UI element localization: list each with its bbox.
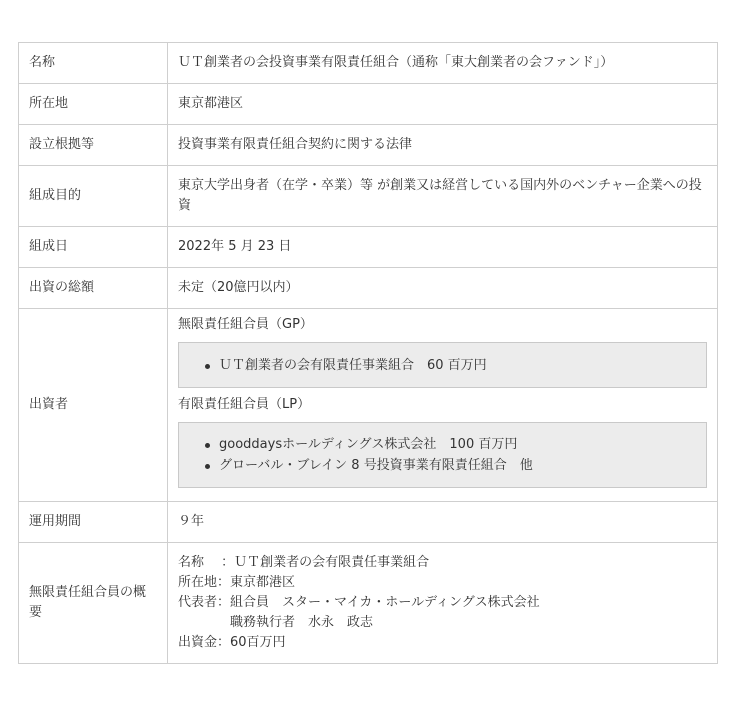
table-row bbox=[19, 268, 718, 309]
fund-info-table bbox=[18, 42, 718, 664]
row-label-gp-overview: 無限責任組合員の概要 bbox=[19, 543, 168, 664]
table-row bbox=[19, 84, 718, 125]
row-label-period: 運用期間 bbox=[19, 502, 168, 543]
row-value-period: ９年 bbox=[168, 502, 718, 543]
lp-heading: 有限責任組合員（LP） bbox=[178, 397, 311, 412]
gp-list-box bbox=[178, 342, 707, 388]
row-value-name: ＵＴ創業者の会投資事業有限責任組合（通称「東大創業者の会ファンド」） bbox=[168, 43, 718, 84]
row-label-location: 所在地 bbox=[19, 84, 168, 125]
row-label-basis: 設立根拠等 bbox=[19, 125, 168, 166]
table-row bbox=[19, 543, 718, 664]
row-label-investors: 出資者 bbox=[19, 309, 168, 502]
row-label-purpose: 組成目的 bbox=[19, 166, 168, 227]
gp-overview-capital: 出資金：60百万円 bbox=[178, 634, 286, 650]
row-value-gp-overview bbox=[168, 543, 718, 664]
gp-heading: 無限責任組合員（GP） bbox=[178, 317, 313, 332]
table-row bbox=[19, 502, 718, 543]
table-row bbox=[19, 309, 718, 502]
row-value-investors bbox=[168, 309, 718, 502]
fund-overview bbox=[18, 42, 718, 664]
row-label-date: 組成日 bbox=[19, 227, 168, 268]
row-value-total: 未定（20億円以内） bbox=[168, 268, 718, 309]
gp-overview-location: 所在地：東京都港区 bbox=[178, 574, 296, 590]
table-row bbox=[19, 43, 718, 84]
list-item: ＵＴ創業者の会有限責任事業組合 60 百万円 bbox=[219, 355, 706, 376]
gp-overview-representative: 代表者：組合員 スター・マイカ・ホールディングス株式会社 bbox=[178, 594, 540, 610]
table-row bbox=[19, 227, 718, 268]
gp-overview-executive: 職務執行者 水永 政志 bbox=[178, 614, 374, 630]
row-value-date: 2022年 5 月 23 日 bbox=[168, 227, 718, 268]
list-item: gooddaysホールディングス株式会社 100 百万円 bbox=[219, 434, 706, 455]
table-row bbox=[19, 125, 718, 166]
purpose-text: 東京大学出身者（在学・卒業）等 が創業又は経営している国内外のベンチャー企業への投資 bbox=[178, 177, 702, 213]
list-item: グローバル・ブレイン 8 号投資事業有限責任組合 他 bbox=[219, 455, 706, 476]
row-label-total: 出資の総額 bbox=[19, 268, 168, 309]
row-value-location: 東京都港区 bbox=[168, 84, 718, 125]
gp-list bbox=[179, 355, 706, 376]
row-label-name: 名称 bbox=[19, 43, 168, 84]
gp-overview-lines bbox=[178, 544, 707, 663]
gp-overview-name: 名称 ：ＵＴ創業者の会有限責任事業組合 bbox=[178, 554, 430, 570]
table-row bbox=[19, 166, 718, 227]
lp-list bbox=[179, 434, 706, 476]
row-value-basis: 投資事業有限責任組合契約に関する法律 bbox=[168, 125, 718, 166]
lp-list-box bbox=[178, 422, 707, 488]
row-value-purpose bbox=[168, 166, 718, 227]
